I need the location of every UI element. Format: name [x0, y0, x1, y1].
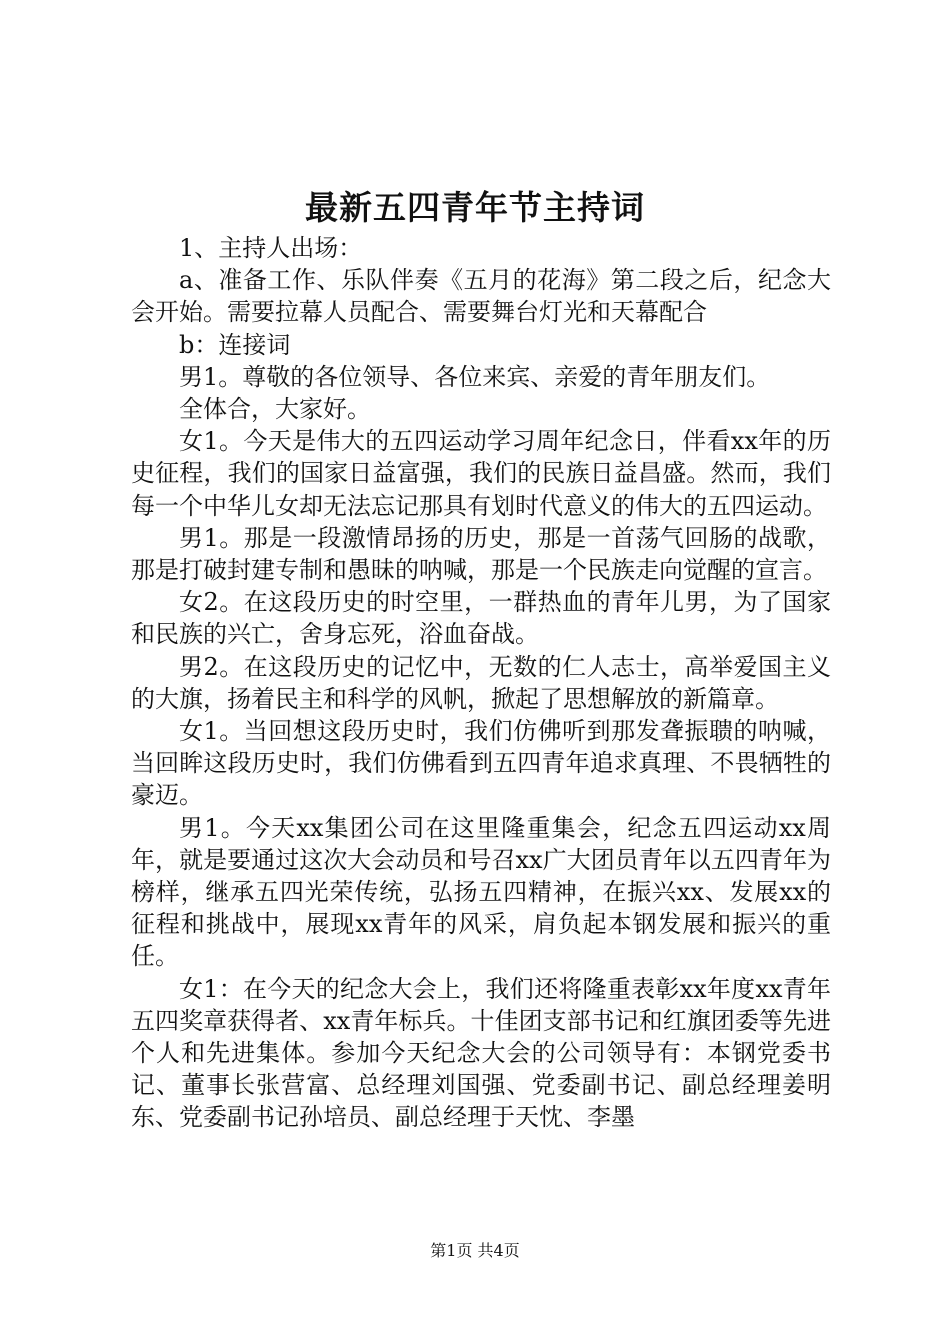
paragraph: 女1。当回想这段历史时，我们仿佛听到那发聋振聩的呐喊，当回眸这段历史时，我们仿佛看到五四青年追求真理、不畏牺牲的豪迈。 [131, 717, 831, 810]
paragraph: 男1。今天xx集团公司在这里隆重集会，纪念五四运动xx周年，就是要通过这次大会动员和号召xx广大团员青年以五四青年为榜样，继承五四光荣传统，弘扬五四精神，在振兴xx、发展xx的征程和挑战中，展现xx青年的风采，肩负起本钢发展和振兴的重任。 [131, 813, 831, 971]
paragraph: 女1。今天是伟大的五四运动学习周年纪念日，伴看xx年的历史征程，我们的国家日益富强，我们的民族日益昌盛。然而，我们每一个中华儿女却无法忘记那具有划时代意义的伟大的五四运动。 [131, 427, 831, 520]
paragraph: 女1：在今天的纪念大会上，我们还将隆重表彰xx年度xx青年五四奖章获得者、xx青年标兵。十佳团支部书记和红旗团委等先进个人和先进集体。参加今天纪念大会的公司领导有：本钢党委书记、董事长张营富、总经理刘国强、党委副书记、副总经理姜明东、党委副书记孙培员、副总经理于天忱、李墨 [131, 974, 831, 1132]
paragraph: 男1。尊敬的各位领导、各位来宾、亲爱的青年朋友们。 [179, 362, 771, 391]
paragraph: a、准备工作、乐队伴奏《五月的花海》第二段之后，纪念大会开始。需要拉幕人员配合、需要舞台灯光和天幕配合 [131, 266, 831, 327]
paragraph: 女2。在这段历史的时空里，一群热血的青年儿男，为了国家和民族的兴亡，舍身忘死，浴血奋战。 [131, 588, 831, 649]
paragraph: 男2。在这段历史的记忆中，无数的仁人志士，高举爱国主义的大旗，扬着民主和科学的风帆，掀起了思想解放的新篇章。 [131, 652, 831, 713]
paragraph: 男1。那是一段激情昂扬的历史，那是一首荡气回肠的战歌，那是打破封建专制和愚昧的呐喊，那是一个民族走向觉醒的宣言。 [131, 523, 831, 585]
paragraph: b：连接词 [179, 330, 291, 359]
document-body [131, 232, 831, 1134]
paragraph: 全体合，大家好。 [179, 395, 371, 424]
document-title: 最新五四青年节主持词 [305, 188, 645, 227]
paragraph: 1、主持人出场： [179, 234, 363, 262]
page-number-footer: 第1页 共4页 [430, 1241, 520, 1260]
